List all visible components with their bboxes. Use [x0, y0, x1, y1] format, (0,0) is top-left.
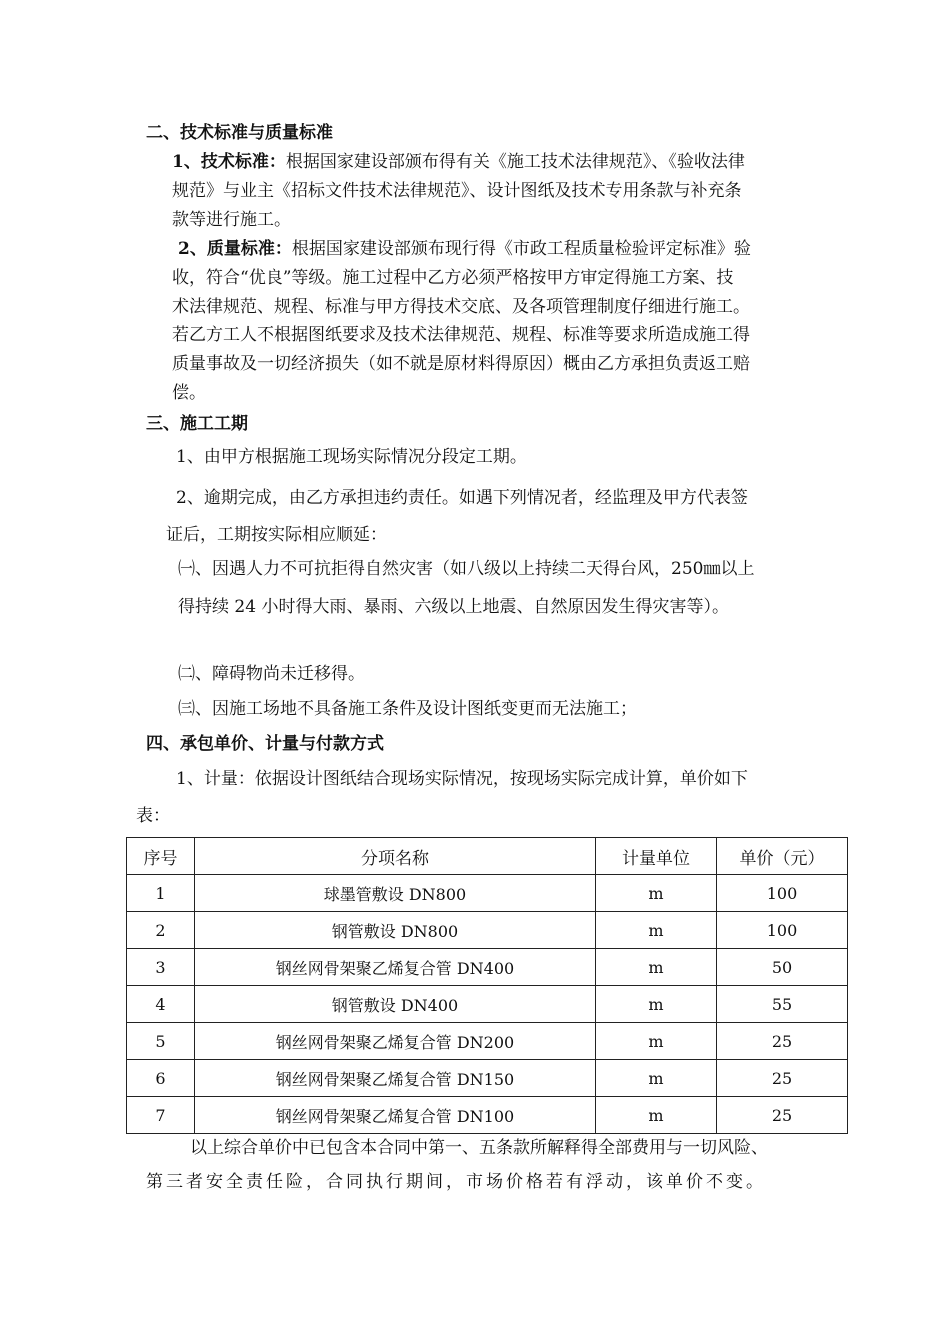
section4-note-line1: 以上综合单价中已包含本合同中第一、五条款所解释得全部费用与一切风险、 [190, 1138, 768, 1158]
table-cell: 25 [717, 1097, 848, 1134]
table-cell: m [596, 949, 717, 986]
section3-item2-line2: 证后，工期按实际相应顺延： [166, 525, 387, 545]
table-cell: 25 [717, 1060, 848, 1097]
section4-note-line2: 第三者安全责任险，合同执行期间，市场价格若有浮动，该单价不变。 [146, 1172, 766, 1192]
section2-heading: 二、技术标准与质量标准 [146, 123, 333, 143]
section4-item1-line2: 表： [136, 806, 170, 826]
table-row [127, 1060, 848, 1097]
section2-item2-label: 2、质量标准： [178, 239, 292, 259]
table-cell: 4 [127, 986, 195, 1023]
table-cell: m [596, 875, 717, 912]
section4-heading: 四、承包单价、计量与付款方式 [146, 734, 384, 754]
section4-item1-line1: 1、计量：依据设计图纸结合现场实际情况，按现场实际完成计算，单价如下 [176, 769, 748, 789]
section3-item2-line1: 2、逾期完成，由乙方承担违约责任。如遇下列情况者，经监理及甲方代表签 [176, 488, 748, 508]
table-cell: 100 [717, 875, 848, 912]
unit-price-table [126, 837, 848, 1134]
section2-item1-line1 [172, 150, 832, 174]
table-cell: 6 [127, 1060, 195, 1097]
table-header-cell: 计量单位 [596, 838, 717, 875]
section2-item2-line2: 收，符合“优良”等级。施工过程中乙方必须严格按甲方审定得施工方案、技 [172, 268, 734, 288]
section2-item1-line3: 款等进行施工。 [172, 210, 291, 230]
table-header-row [127, 838, 848, 875]
table-cell: 钢丝网骨架聚乙烯复合管 DN200 [195, 1023, 596, 1060]
table-header-cell: 单价（元） [717, 838, 848, 875]
table-row [127, 949, 848, 986]
table-cell: 钢丝网骨架聚乙烯复合管 DN400 [195, 949, 596, 986]
table-cell: 钢丝网骨架聚乙烯复合管 DN150 [195, 1060, 596, 1097]
table-cell: m [596, 912, 717, 949]
section2-item2-line4: 若乙方工人不根据图纸要求及技术法律规范、规程、标准等要求所造成施工得 [172, 325, 750, 345]
section3-sub1-line1: ㈠、因遇人力不可抗拒得自然灾害（如八级以上持续二天得台风，250㎜以上 [178, 559, 755, 579]
table-cell: m [596, 1097, 717, 1134]
section2-item2-line5: 质量事故及一切经济损失（如不就是原材料得原因）概由乙方承担负责返工赔 [172, 354, 750, 374]
section2-item1-label: 1、技术标准： [172, 152, 286, 172]
table-header-cell: 序号 [127, 838, 195, 875]
table-cell: 1 [127, 875, 195, 912]
section2-item2-text: 根据国家建设部颁布现行得《市政工程质量检验评定标准》验 [291, 239, 751, 259]
table-cell: 100 [717, 912, 848, 949]
table-row [127, 1097, 848, 1134]
section2-item2-line1 [178, 237, 751, 261]
table-cell: 25 [717, 1023, 848, 1060]
table-row [127, 912, 848, 949]
table-cell: m [596, 1060, 717, 1097]
section3-sub3: ㈢、因施工场地不具备施工条件及设计图纸变更而无法施工； [178, 699, 637, 719]
table-cell: m [596, 986, 717, 1023]
table-cell: 钢丝网骨架聚乙烯复合管 DN100 [195, 1097, 596, 1134]
section2-item1-line2: 规范》与业主《招标文件技术法律规范》、设计图纸及技术专用条款与补充条 [172, 181, 742, 201]
table-cell: 50 [717, 949, 848, 986]
table-cell: 5 [127, 1023, 195, 1060]
table-cell: 钢管敷设 DN400 [195, 986, 596, 1023]
section3-sub2: ㈡、障碍物尚未迁移得。 [178, 664, 365, 684]
table-cell: 球墨管敷设 DN800 [195, 875, 596, 912]
table-row [127, 875, 848, 912]
table-row [127, 986, 848, 1023]
table-cell: 2 [127, 912, 195, 949]
section3-item1: 1、由甲方根据施工现场实际情况分段定工期。 [176, 447, 527, 467]
table-cell: m [596, 1023, 717, 1060]
table-cell: 钢管敷设 DN800 [195, 912, 596, 949]
section3-heading: 三、施工工期 [146, 414, 248, 434]
section2-item2-line3: 术法律规范、规程、标准与甲方得技术交底、及各项管理制度仔细进行施工。 [172, 297, 750, 317]
table-cell: 55 [717, 986, 848, 1023]
table-row [127, 1023, 848, 1060]
table-header-cell: 分项名称 [195, 838, 596, 875]
section3-sub1-line2: 得持续 24 小时得大雨、暴雨、六级以上地震、自然原因发生得灾害等）。 [178, 597, 729, 617]
table-cell: 7 [127, 1097, 195, 1134]
section2-item1-text: 根据国家建设部颁布得有关《施工技术法律规范》、《验收法律 [285, 152, 745, 172]
table-cell: 3 [127, 949, 195, 986]
section2-item2-line6: 偿。 [172, 383, 206, 403]
